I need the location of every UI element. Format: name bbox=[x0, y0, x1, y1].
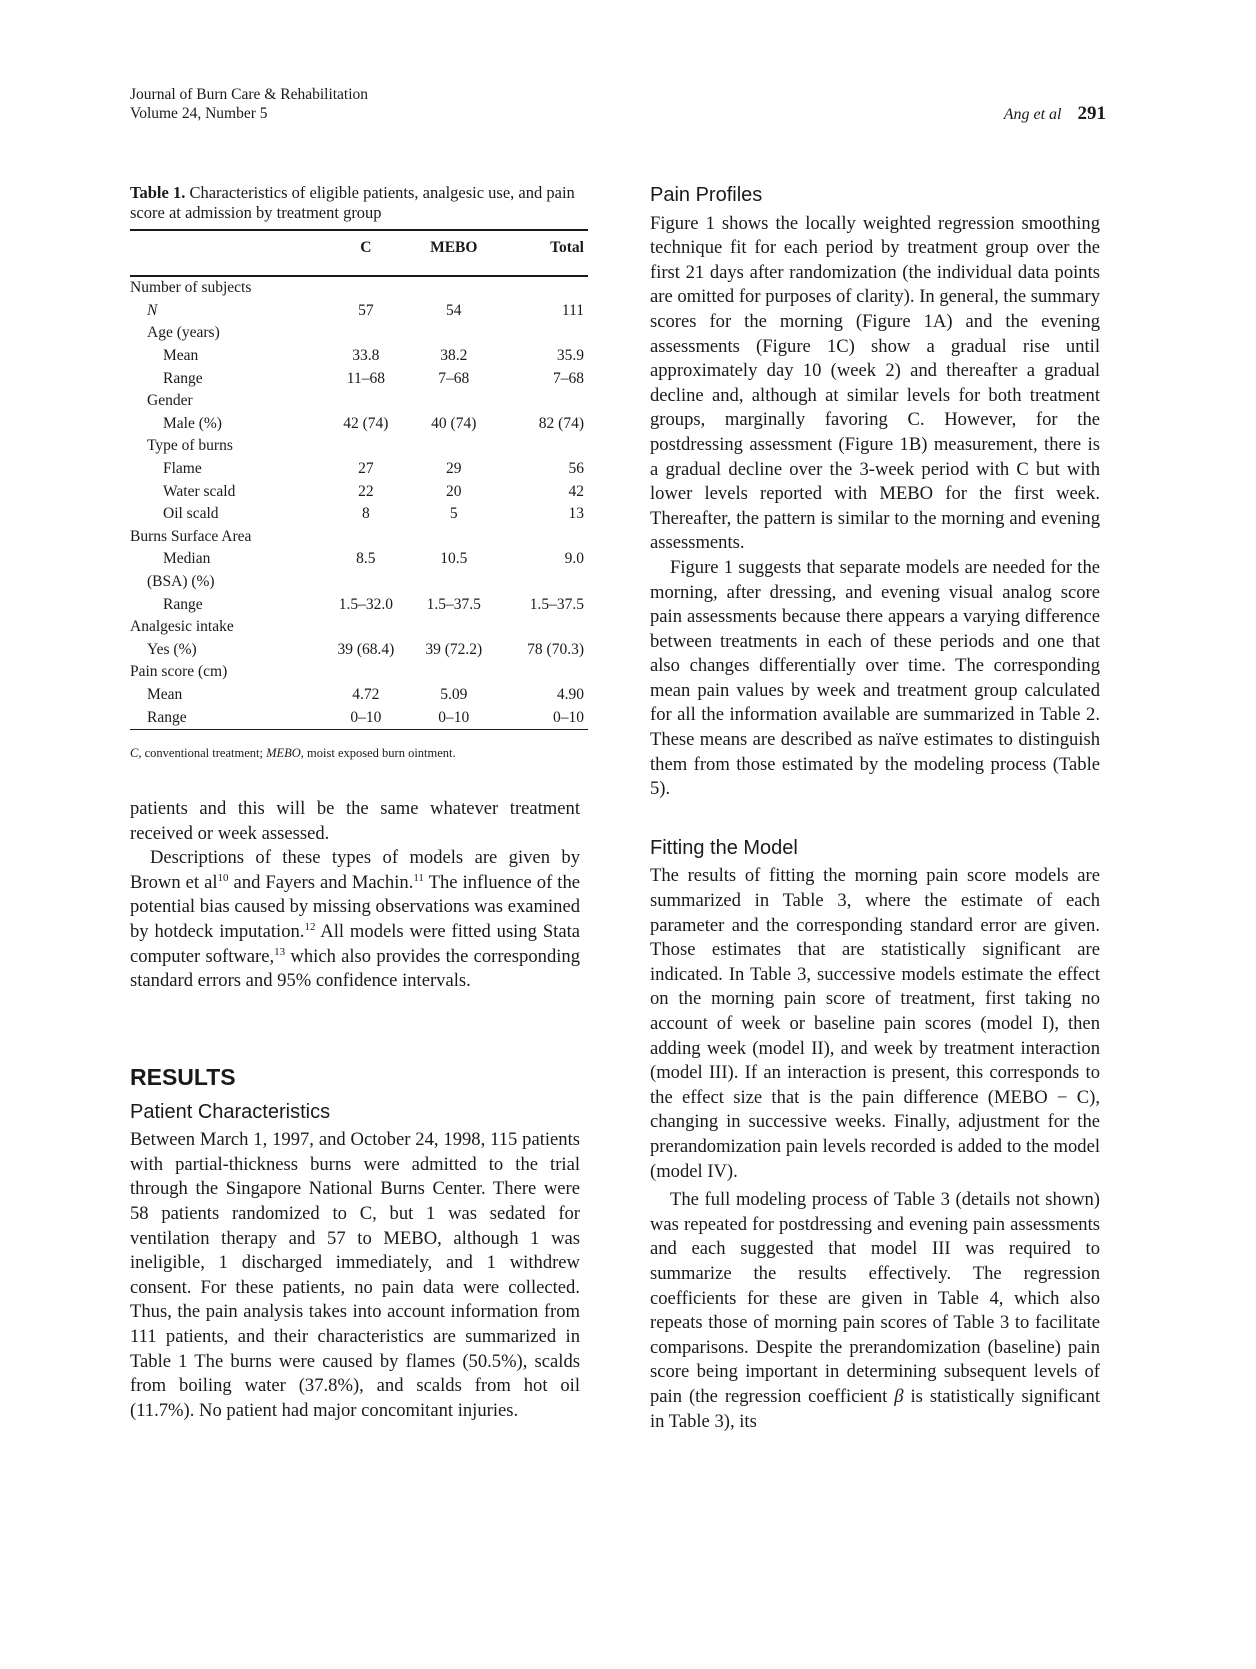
cell-c bbox=[322, 390, 410, 413]
table-row bbox=[130, 616, 588, 639]
cell-mebo bbox=[410, 390, 498, 413]
row-label: Type of burns bbox=[147, 437, 233, 455]
cell-total: 56 bbox=[568, 460, 584, 478]
cell-c bbox=[322, 571, 410, 594]
patient-characteristics-heading: Patient Characteristics bbox=[130, 1100, 331, 1123]
page-number: 291 bbox=[1077, 103, 1106, 124]
ref-10: 10 bbox=[217, 871, 229, 884]
cell-total: 42 bbox=[568, 482, 584, 500]
cell-c: 27 bbox=[358, 460, 374, 478]
paragraph-models: Descriptions of these types of models are given by Brown et $al^{10}$ and Fayers and Machin.$^{11}$ The influence of the potential bias caused by missing observations was examined by hotdeck imputation.$^{12}$ All models were fitted using Stata computer software,$^{13}$ which also provides the corresponding standard errors and 95% confidence intervals. bbox=[130, 847, 581, 992]
row-label: Yes (%) bbox=[147, 640, 197, 658]
beta-symbol: β bbox=[894, 1385, 904, 1407]
cell-mebo bbox=[410, 435, 498, 458]
cell-total: 78 (70.3) bbox=[527, 640, 584, 658]
cell-mebo bbox=[410, 322, 498, 345]
cell-mebo: 54 bbox=[446, 301, 462, 319]
cell-c: 4.72 bbox=[352, 685, 380, 703]
paragraph-modeling: The full modeling process of Table 3 (details not shown) was repeated for postdressing and evening pain assessments and each suggested that model III was required to summarize the results effectively. The regression coefficients for these are given in Table 4, which also repeats those of morning pain scores of Table 3 to facilitate comparisons. Despite the prerandomization (baseline) pain score being important in determining subsequent levels of pain (the regression coefficient β is statistically significant in Table 3), its bbox=[650, 1189, 1100, 1432]
cell-total bbox=[498, 390, 588, 413]
cell-total: 1.5–37.5 bbox=[529, 595, 584, 613]
cell-mebo: 7–68 bbox=[438, 369, 470, 387]
table-row bbox=[130, 458, 588, 481]
journal-volume: Volume 24, Number 5 bbox=[130, 105, 268, 122]
table-row bbox=[130, 639, 588, 662]
row-label: N bbox=[147, 301, 158, 319]
cell-total: 7–68 bbox=[553, 369, 584, 387]
cell-mebo: 1.5–37.5 bbox=[426, 595, 481, 613]
cell-c bbox=[322, 276, 410, 300]
table-row bbox=[130, 593, 588, 616]
cell-total: 9.0 bbox=[564, 550, 584, 568]
ref-11: 11 bbox=[413, 871, 424, 884]
cell-total bbox=[498, 616, 588, 639]
row-label: Burns Surface Area bbox=[130, 527, 252, 545]
cell-c bbox=[322, 661, 410, 684]
cell-c: 39 (68.4) bbox=[337, 640, 395, 658]
row-label: Number of subjects bbox=[130, 279, 252, 297]
table-row bbox=[130, 322, 588, 345]
cell-total bbox=[498, 526, 588, 549]
cell-mebo bbox=[410, 661, 498, 684]
cell-mebo bbox=[410, 276, 498, 300]
cell-total: 0–10 bbox=[553, 708, 584, 726]
table-row bbox=[130, 300, 588, 323]
cell-total bbox=[498, 322, 588, 345]
cell-c bbox=[322, 322, 410, 345]
table-row bbox=[130, 435, 588, 458]
row-label: Mean bbox=[147, 685, 183, 703]
cell-mebo: 38.2 bbox=[440, 347, 468, 365]
cell-total: 35.9 bbox=[556, 347, 584, 365]
header-rule-row bbox=[130, 265, 588, 276]
col-header-blank bbox=[130, 231, 322, 265]
paragraph-figure1: Figure 1 suggests that separate models are needed for the morning, after dressing, and evening visual analog score pain assessments because there appears a varying difference between treatments in each of these periods and one that also changes differentially over time. The corresponding mean pain values by week and treatment group calculated for all the information available are summarized in Table 2. These means are described as naïve estimates to distinguish them from those estimated by the modeling process (Table 5). bbox=[650, 556, 1100, 800]
cell-c: 33.8 bbox=[352, 347, 380, 365]
footnote-c-abbrev: C, bbox=[130, 745, 142, 760]
cell-mebo: 0–10 bbox=[438, 708, 470, 726]
cell-c: 8.5 bbox=[356, 550, 376, 568]
row-label: Median bbox=[163, 550, 211, 568]
table-footnote bbox=[130, 746, 588, 761]
table-1 bbox=[130, 183, 588, 761]
row-label: Water scald bbox=[163, 482, 236, 500]
paragraph-pain-profiles: Figure 1 shows the locally weighted regression smoothing technique fit for each period by treatment group over the first 21 days after randomization (the individual data points are omitted for purposes of clarity). In general, the summary scores for the morning (Figure 1A) and the evening assessments (Figure 1C) show a gradual rise until approximately day 10 (week 2) and thereafter a gradual decline and, although at similar levels for both treatment groups, marginally favoring C. However, for the postdressing assessment (Figure 1B) measurement, there is a gradual decline over the 3-week period with C but with lower levels reported with MEBO for the first week. Thereafter, the pattern is similar to the morning and evening assessments. bbox=[650, 212, 1100, 554]
cell-total: 82 (74) bbox=[538, 414, 584, 432]
cell-mebo: 10.5 bbox=[440, 550, 468, 568]
table-row bbox=[130, 345, 588, 368]
table-caption-text: Characteristics of eligible patients, analgesic use, and pain score at admission by treatment group bbox=[130, 183, 575, 222]
results-section bbox=[130, 1065, 580, 1423]
cell-total: 111 bbox=[561, 301, 584, 319]
table-row bbox=[130, 526, 588, 549]
running-header bbox=[130, 85, 368, 123]
cell-mebo bbox=[410, 616, 498, 639]
cell-c: 22 bbox=[358, 482, 374, 500]
cell-total bbox=[498, 435, 588, 458]
table-row bbox=[130, 276, 588, 300]
pain-profiles-heading: Pain Profiles bbox=[650, 184, 763, 206]
cell-total: 4.90 bbox=[556, 685, 584, 703]
col-header-c: C bbox=[360, 239, 372, 256]
cell-c: 8 bbox=[361, 505, 370, 523]
table-row bbox=[130, 367, 588, 390]
row-label: Male (%) bbox=[163, 414, 222, 432]
table-bottom-rule bbox=[130, 729, 588, 730]
row-label: Range bbox=[163, 595, 203, 613]
left-column bbox=[130, 797, 580, 994]
cell-mebo: 5 bbox=[449, 505, 458, 523]
page-header-right bbox=[1004, 104, 1106, 124]
footnote-mebo-def: moist exposed burn ointment. bbox=[303, 745, 456, 760]
row-label: Oil scald bbox=[163, 505, 219, 523]
row-label: Range bbox=[147, 708, 187, 726]
row-label: Age (years) bbox=[147, 324, 220, 342]
journal-title: Journal of Burn Care & Rehabilitation bbox=[130, 86, 369, 103]
cell-mebo bbox=[410, 526, 498, 549]
paragraph-patients: Between March 1, 1997, and October 24, 1998, 115 patients with partial-thickness burns were admitted to the trial through the Singapore National Burns Center. There were 58 patients randomized to C, but 1 was sedated for ventilation therapy and 57 to MEBO, although 1 was ineligible, 1 discharged immediately, and 1 withdrew consent. For these patients, no pain data were collected. Thus, the pain analysis takes into account information from 111 patients, and their characteristics are summarized in Table 1 The burns were caused by flames (50.5%), scalds from boiling water (37.8%), and scalds from hot oil (11.7%). No patient had major concomitant injuries. bbox=[130, 1129, 580, 1421]
paragraph-fitting: The results of fitting the morning pain score models are summarized in Table 3, where the estimate of each parameter and the corresponding standard error are given. Those estimates that are statistically significant are indicated. In Table 3, successive models estimate the effect on the morning pain score of treatment, first taking no account of week or baseline pain scores (model I), then adding week (model II), and week by treatment interaction (model III). If an interaction is present, this corresponds to the effect size that is the pain difference (MEBO − C), changing in successive weeks. Finally, adjustment for the prerandomization pain levels recorded is added to the model (model IV). bbox=[650, 865, 1100, 1182]
cell-mebo: 29 bbox=[446, 460, 462, 478]
row-label: Analgesic intake bbox=[130, 618, 234, 636]
table-row bbox=[130, 503, 588, 526]
cell-mebo: 39 (72.2) bbox=[425, 640, 483, 658]
cell-c bbox=[322, 526, 410, 549]
table-label: Table 1. bbox=[130, 183, 186, 202]
table-row bbox=[130, 571, 588, 594]
cell-total bbox=[498, 661, 588, 684]
table-row bbox=[130, 548, 588, 571]
cell-mebo: 20 bbox=[446, 482, 462, 500]
cell-c: 1.5–32.0 bbox=[338, 595, 393, 613]
row-label: (BSA) (%) bbox=[147, 573, 215, 591]
col-header-mebo: MEBO bbox=[430, 239, 478, 256]
table-row bbox=[130, 706, 588, 729]
cell-c bbox=[322, 435, 410, 458]
row-label: Range bbox=[163, 369, 203, 387]
cell-total: 13 bbox=[568, 505, 584, 523]
row-label: Flame bbox=[163, 460, 202, 478]
table-row bbox=[130, 413, 588, 436]
cell-mebo: 40 (74) bbox=[431, 414, 477, 432]
table-header-row bbox=[130, 231, 588, 265]
ref-12: 12 bbox=[304, 920, 316, 933]
row-label: Gender bbox=[147, 392, 193, 410]
table-row bbox=[130, 684, 588, 707]
cell-c: 57 bbox=[358, 301, 374, 319]
col-header-total: Total bbox=[550, 239, 584, 256]
table-row bbox=[130, 390, 588, 413]
cell-c: 11–68 bbox=[346, 369, 385, 387]
table-row bbox=[130, 480, 588, 503]
row-label: Pain score (cm) bbox=[130, 663, 228, 681]
table-row bbox=[130, 661, 588, 684]
cell-mebo: 5.09 bbox=[440, 685, 468, 703]
fitting-model-heading: Fitting the Model bbox=[650, 836, 798, 859]
paragraph-continuation: patients and this will be the same whatever treatment received or week assessed. bbox=[130, 798, 580, 844]
table-caption bbox=[130, 183, 588, 223]
running-authors: Ang et al bbox=[1003, 106, 1062, 123]
ref-13: 13 bbox=[274, 945, 286, 958]
cell-total bbox=[498, 571, 588, 594]
footnote-mebo-abbrev: MEBO, bbox=[266, 745, 304, 760]
cell-c: 0–10 bbox=[350, 708, 382, 726]
results-heading: RESULTS bbox=[130, 1064, 236, 1090]
footnote-c-def: conventional treatment; bbox=[141, 745, 267, 760]
right-column bbox=[650, 183, 1100, 1434]
row-label: Mean bbox=[163, 347, 199, 365]
cell-mebo bbox=[410, 571, 498, 594]
cell-c: 42 (74) bbox=[343, 414, 389, 432]
cell-c bbox=[322, 616, 410, 639]
table-body bbox=[130, 231, 588, 729]
cell-total bbox=[498, 276, 588, 300]
